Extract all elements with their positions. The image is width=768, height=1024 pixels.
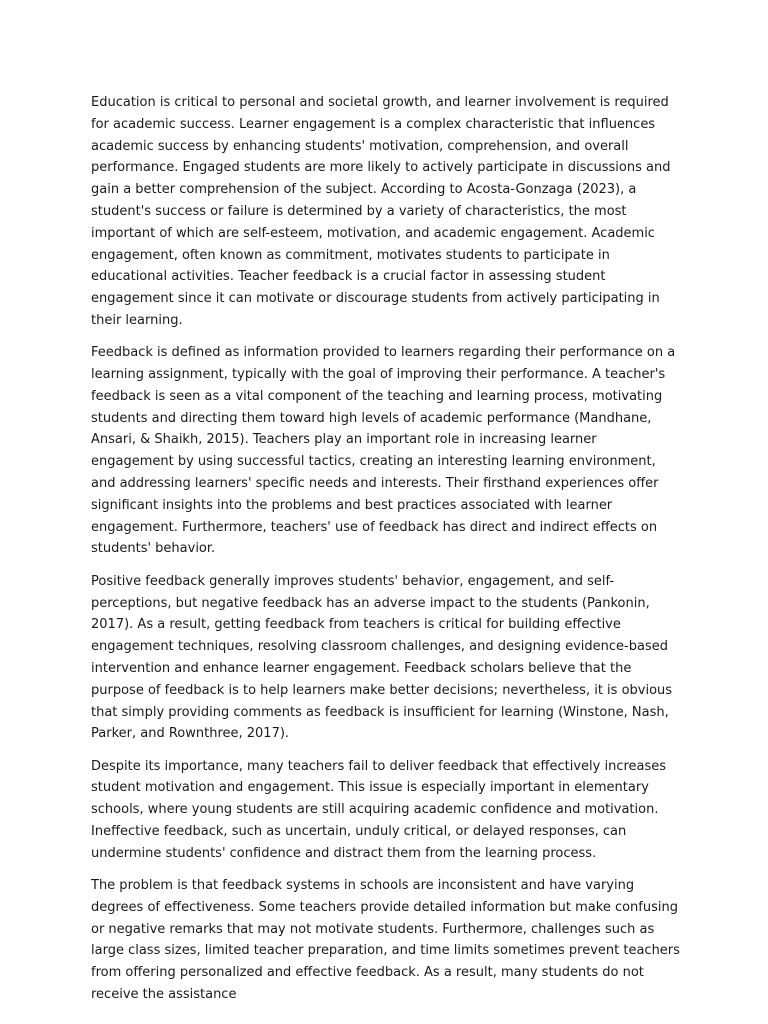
paragraph-3: Positive feedback generally improves students' behavior, engagement, and self-perceptions, but negative feedback has an adverse impact to the students (Pankonin, 2017). As a result, getting feedback from teachers is critical for building effective engagement techniques, resolving classroom challenges, and designing evidence-based intervention and enhance learner engagement. Feedback scholars believe that the purpose of feedback is to help learners make better decisions; nevertheless, it is obvious that simply providing comments as feedback is insufficient for learning (Winstone, Nash, Parker, and Rownthree, 2017). [91,573,673,742]
paragraph-4: Despite its importance, many teachers fail to deliver feedback that effectively increases student motivation and engagement. This issue is especially important in elementary schools, where young students are still acquiring academic confidence and motivation. Ineffective feedback, such as uncertain, unduly critical, or delayed responses, can undermine students' confidence and distract them from the learning process. [91,758,667,861]
paragraph-2: Feedback is defined as information provided to learners regarding their performance on a learning assignment, typically with the goal of improving their performance. A teacher's feedback is seen as a vital component of the teaching and learning process, motivating students and directing them toward high levels of academic performance (Mandhane, Ansari, & Shaikh, 2015). Teachers play an important role in increasing learner engagement by using successful tactics, creating an interesting learning environment, and addressing learners' specific needs and interests. Their firsthand experiences offer significant insights into the problems and best practices associated with learner engagement. Furthermore, teachers' use of feedback has direct and indirect effects on students' behavior. [91,345,676,557]
document-body [91,92,681,1016]
paragraph-1: Education is critical to personal and societal growth, and learner involvement is required for academic success. Learner engagement is a complex characteristic that influences academic success by enhancing students' motivation, comprehension, and overall performance. Engaged students are more likely to actively participate in discussions and gain a better comprehension of the subject. According to Acosta-Gonzaga (2023), a student's success or failure is determined by a variety of characteristics, the most important of which are self-esteem, motivation, and academic engagement. Academic engagement, often known as commitment, motivates students to participate in educational activities. Teacher feedback is a crucial factor in assessing student engagement since it can motivate or discourage students from actively participating in their learning. [91,95,671,328]
paragraph-5: The problem is that feedback systems in schools are inconsistent and have varying degrees of effectiveness. Some teachers provide detailed information but make confusing or negative remarks that may not motivate students. Furthermore, challenges such as large class sizes, limited teacher preparation, and time limits sometimes prevent teachers from offering personalized and effective feedback. As a result, many students do not receive the assistance [91,878,680,1003]
